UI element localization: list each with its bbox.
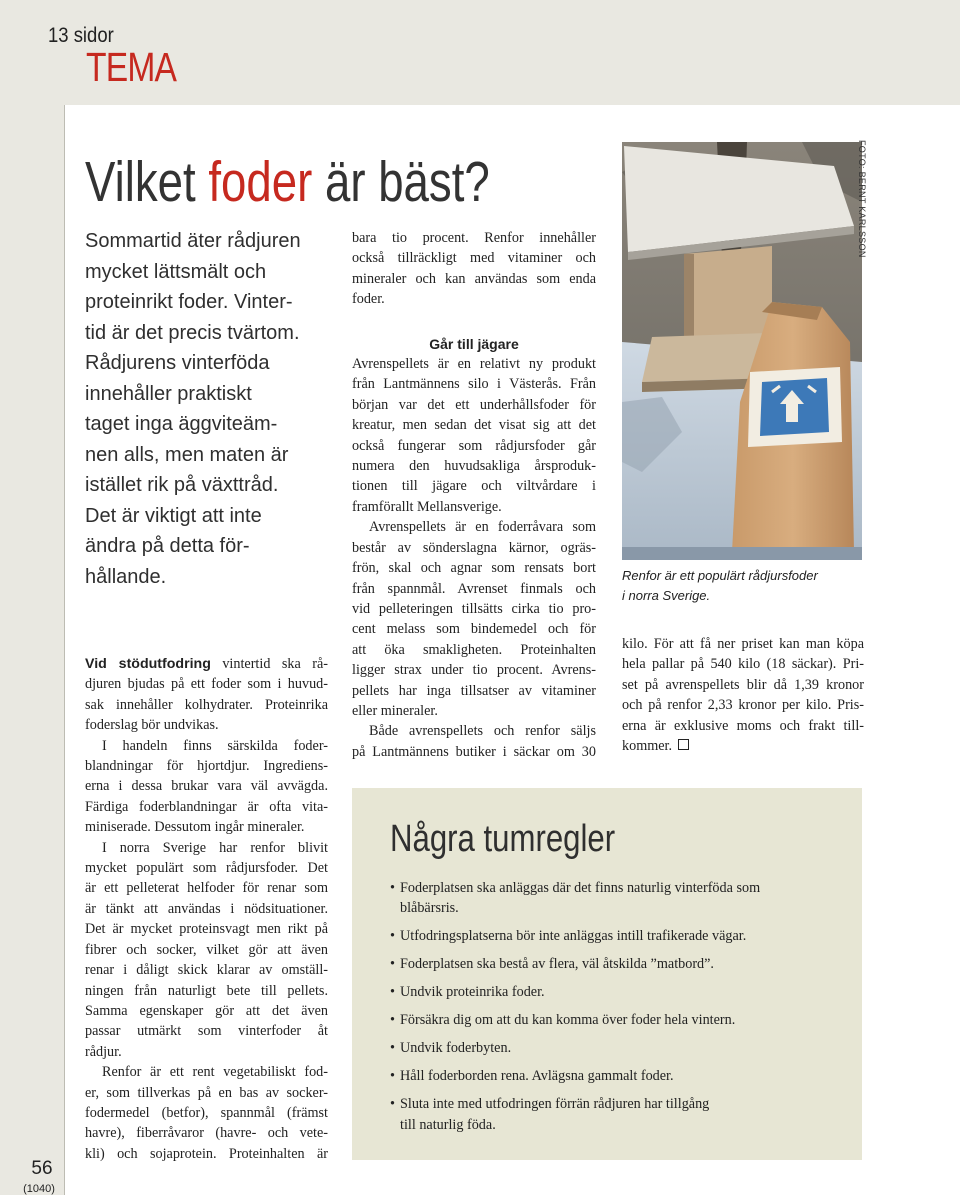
body-text: vintertid ska rå- <box>210 656 328 672</box>
list-item-line: Foderplatsen ska anläggas där det finns naturlig vinterföda som <box>400 880 761 896</box>
list-item-line: Foderplatsen ska bestå av flera, väl åtskilda ”matbord”. <box>400 956 714 973</box>
body-line: numera den huvudsakliga årsproduk- <box>352 458 596 475</box>
run-in-heading: Vid stödutfodring <box>85 656 211 672</box>
body-line: pellets har inga tillsatser av vitaminer <box>352 682 596 699</box>
list-item <box>390 1038 850 1058</box>
body-line: erna är exklusive moms och frakt till- <box>622 717 864 734</box>
body-line: också tillräckligt med vitaminer och <box>352 250 596 267</box>
factbox-list <box>390 878 850 1143</box>
body-line: erna i dessa brukar vara väl avvägda. <box>85 778 328 795</box>
body-line <box>85 654 328 674</box>
bullet-icon: • <box>390 880 395 896</box>
body-column-3 <box>622 634 864 756</box>
list-item <box>390 878 850 919</box>
list-item <box>390 1094 850 1135</box>
list-item-line: Håll foderborden rena. Avlägsna gammalt foder. <box>400 1068 674 1085</box>
body-line: passar utmärkt som vinterfoder åt <box>85 1023 328 1040</box>
body-line: er, som tillverkas på en bas av socker- <box>85 1084 328 1101</box>
bullet-icon: • <box>390 1096 395 1113</box>
paragraph <box>85 838 328 1062</box>
body-line: eller mineraler. <box>352 702 438 719</box>
title-accent: foder <box>208 150 313 214</box>
paragraph <box>352 354 596 517</box>
body-line: fodermedel (betfor), spannmål (främst <box>85 1104 328 1121</box>
list-item <box>390 954 850 974</box>
body-line: kli) och sojaprotein. Proteinhalten är <box>85 1145 328 1162</box>
paragraph <box>622 634 864 756</box>
body-line: I handeln finns särskilda foder- <box>102 737 328 754</box>
body-line: miniserade. Dessutom ingår mineraler. <box>85 819 305 836</box>
lead-line: Rådjurens vinterföda <box>85 352 270 374</box>
paragraph <box>352 228 596 310</box>
body-line: början var det ett underhållsfoder för <box>352 396 596 413</box>
lead-line: istället rik på växttråd. <box>85 474 279 496</box>
body-line: fibrer och socker, vilket gör att även <box>85 941 328 958</box>
page-number: 56 <box>31 1158 53 1179</box>
body-line: är ett pelleterat helfoder för renar som <box>85 880 328 897</box>
list-item-line: Försäkra dig om att du kan komma över foder hela vintern. <box>400 1012 736 1029</box>
caption-line: i norra Sverige. <box>622 588 711 603</box>
photo-credit <box>853 140 873 300</box>
photo-caption <box>622 566 862 606</box>
lead-line: tid är det precis tvärtom. <box>85 321 300 344</box>
photo-illustration <box>622 142 862 560</box>
body-line: Både avrenspellets och renfor säljs <box>369 723 596 740</box>
body-line: havre), fiberråvaror (havre- och vete- <box>85 1125 328 1142</box>
body-line: ligger strax under tio procent. Avrens- <box>352 662 596 679</box>
list-item-line: till naturlig föda. <box>400 1116 496 1133</box>
body-line: mycket populärt som rådjursfoder. Det <box>85 860 328 877</box>
list-item <box>390 982 850 1002</box>
body-line: foder. <box>352 291 385 308</box>
body-line: tionen till jägare och viltvårdare i <box>352 478 596 495</box>
list-item-line: Undvik foderbyten. <box>400 1040 512 1057</box>
factbox-title: Några tumregler <box>390 818 616 860</box>
list-item <box>390 1010 850 1030</box>
bullet-icon: • <box>390 1040 395 1057</box>
body-line: blandningar för hjortdjur. Ingrediens- <box>85 758 328 775</box>
body-line: också fungerar som rådjursfoder går <box>352 437 596 454</box>
end-mark-icon <box>678 739 689 750</box>
paragraph <box>352 517 596 721</box>
body-line: bara tio procent. Renfor innehåller <box>352 230 596 246</box>
bullet-icon: • <box>390 928 395 945</box>
deer-feeder-photo <box>622 142 862 560</box>
paragraph <box>85 1062 328 1164</box>
body-line: kilo. För att få ner priset kan man köpa <box>622 636 864 652</box>
body-line: ningen från naturligt bete till pellets. <box>85 982 328 999</box>
title-part-2: är bäst? <box>324 150 490 214</box>
body-line: frön, skal och agnar som rensats bort <box>352 560 596 577</box>
list-item-line: Utfodringsplatserna bör inte anläggas intill trafikerade vägar. <box>400 928 747 945</box>
list-item <box>390 1066 850 1086</box>
body-line: från spannmål. Avrenset finmals och <box>352 580 596 597</box>
body-line: cent melass som bindemedel och för <box>352 621 596 638</box>
lead-line: proteinrikt foder. Vinter- <box>85 291 293 313</box>
paragraph <box>85 654 328 736</box>
paragraph <box>85 736 328 838</box>
photo-credit-text: FOTO: BERNT KARLSSON <box>857 140 867 258</box>
list-item-line: blåbärsris. <box>400 900 459 917</box>
section-label: 13 sidor <box>48 24 114 47</box>
body-line: djuren bjudas på ett foder som i huvud- <box>85 676 328 693</box>
lead-line: hållande. <box>85 565 167 588</box>
lead-line: Det är viktigt att inte <box>85 504 262 527</box>
body-line: Renfor är ett rent vegetabiliskt fod- <box>102 1064 328 1081</box>
body-line: sak innehåller kolhydrater. Proteinrika <box>85 696 328 713</box>
bullet-icon: • <box>390 1012 395 1029</box>
bullet-icon: • <box>390 1068 395 1085</box>
lead-line: ändra på detta för- <box>85 535 250 557</box>
bullet-icon: • <box>390 984 395 1001</box>
title-part-1: Vilket <box>85 150 196 214</box>
body-line: består av sönderslagna kärnor, ogräs- <box>352 539 596 556</box>
body-line: Avrenspellets är en foderråvara som <box>369 519 596 536</box>
body-line: Färdiga foderblandningar är ofta vita- <box>85 798 328 815</box>
body-line: mineraler och kan användas som enda <box>352 270 596 287</box>
lead-line: nen alls, men maten är <box>85 443 289 466</box>
last-line-text: kommer. <box>622 738 673 755</box>
body-line: på Lantmännens butiker i säckar om 30 <box>352 743 596 760</box>
body-column-1 <box>85 654 328 1164</box>
list-item <box>390 926 850 946</box>
lead-line: taget inga äggviteäm- <box>85 413 278 435</box>
body-line: från Lantmännens silo i Västerås. Från <box>352 376 596 393</box>
paragraph <box>352 721 596 762</box>
side-divider <box>64 105 65 1195</box>
lead-line: mycket lättsmält och <box>85 260 267 283</box>
article-title <box>85 150 490 214</box>
caption-line: Renfor är ett populärt rådjursfoder <box>622 568 818 583</box>
body-line: foderslag bör undvikas. <box>85 717 219 734</box>
body-line: set på avrenspellets blir då 1,39 kronor <box>622 676 864 693</box>
lead-line: Sommartid äter rådjuren <box>85 230 301 252</box>
body-column-2 <box>352 228 596 762</box>
lead-line: innehåller praktiskt <box>85 382 252 405</box>
body-line: är tänkt att användas i nödsituationer. <box>85 900 328 917</box>
subheading: Går till jägare <box>429 335 519 352</box>
body-line: Det är mycket proteinsvagt men rikt på <box>85 921 328 938</box>
list-item-line: Sluta inte med utfodringen förrän rådjuren har tillgång <box>400 1096 710 1113</box>
body-line: I norra Sverige har renfor blivit <box>102 839 328 856</box>
body-line: att öka smakligheten. Proteinhalten <box>352 641 596 658</box>
body-line: framförallt Mellansverige. <box>352 498 502 515</box>
body-line: Samma egenskaper gör att det även <box>85 1002 328 1019</box>
body-line: rådjur. <box>85 1043 122 1060</box>
body-line: vid pelleteringen tillsätts cirka tio pro- <box>352 600 596 617</box>
bullet-icon: • <box>390 956 395 973</box>
page-sub-number: (1040) <box>23 1183 55 1195</box>
list-item-line: Undvik proteinrika foder. <box>400 984 545 1001</box>
theme-label: TEMA <box>86 44 177 90</box>
body-line: renar i dåligt skick klarar av omställ- <box>85 962 328 979</box>
body-line: hela pallar på 540 kilo (18 säckar). Pri- <box>622 656 864 673</box>
body-line: och på renfor 2,33 kronor per kilo. Pris- <box>622 697 864 714</box>
article-lead <box>85 226 335 592</box>
side-band <box>0 105 64 1195</box>
body-line: kreatur, men sedan det visat sig att det <box>352 417 596 434</box>
body-line: Avrenspellets är en relativt ny produkt <box>352 356 596 373</box>
body-line <box>622 736 864 756</box>
